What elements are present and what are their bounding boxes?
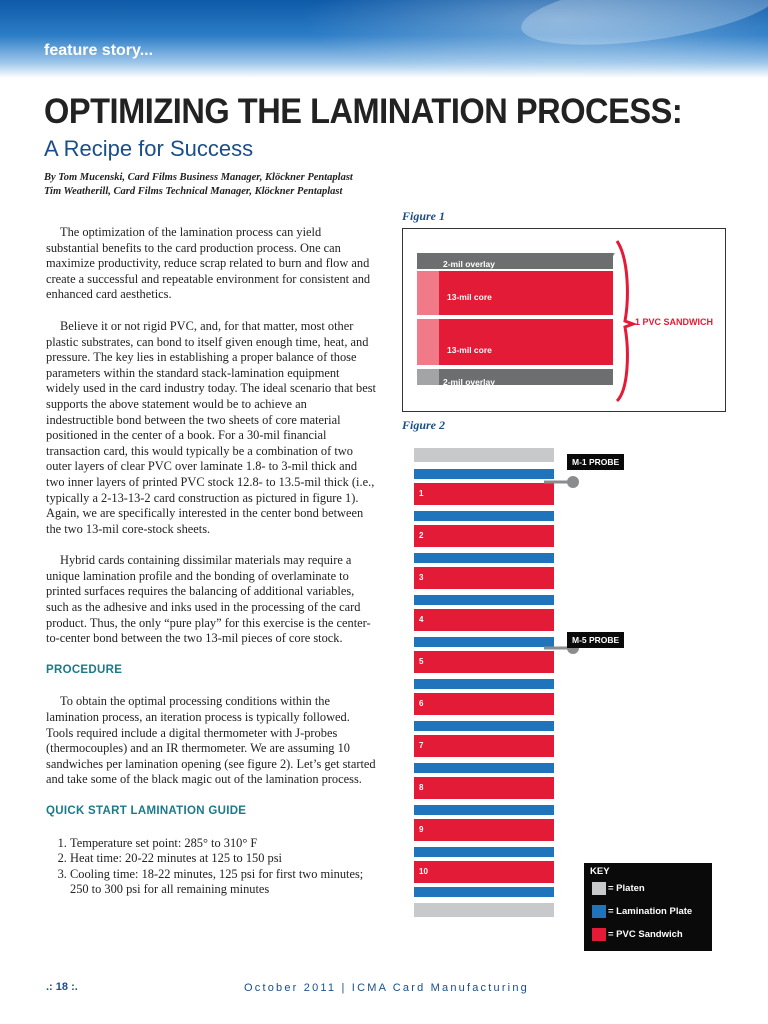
sandwich-number: 7 — [419, 741, 424, 750]
key-title: KEY — [590, 866, 610, 877]
sandwich-label: 1 PVC SANDWICH — [635, 317, 714, 327]
pvc-sandwich — [414, 735, 554, 757]
platen-top — [414, 448, 554, 462]
guide-step: 1. Temperature set point: 285° to 310° F — [70, 836, 376, 852]
sandwich-number: 9 — [419, 825, 424, 834]
core-layer-lower — [417, 319, 613, 365]
procedure-heading: PROCEDURE — [46, 663, 123, 676]
lamination-plate — [414, 469, 554, 479]
lamination-plate — [414, 637, 554, 647]
pvc-sandwich — [414, 525, 554, 547]
figure-1-label: Figure 1 — [402, 209, 446, 223]
lamination-plate — [414, 553, 554, 563]
layer-label: 2-mil overlay — [443, 377, 495, 387]
lamination-plate — [414, 847, 554, 857]
sandwich-number: 8 — [419, 783, 424, 792]
pvc-sandwich — [414, 483, 554, 505]
lamination-plate — [414, 763, 554, 773]
layer-label: 2-mil overlay — [443, 259, 495, 269]
byline-author-1: By Tom Mucenski, Card Films Business Manager, Klöckner Pentaplast — [44, 172, 353, 183]
guide-steps — [46, 836, 376, 898]
guide-heading: QUICK START LAMINATION GUIDE — [46, 805, 247, 817]
pvc-sandwich — [414, 651, 554, 673]
guide-step: 3. Cooling time: 18-22 minutes, 125 psi for first two minutes; 250 to 300 psi for all remaining minutes — [70, 867, 376, 898]
layer-label: 13-mil core — [447, 345, 492, 355]
core-layer-lower-side — [417, 319, 439, 365]
page-number: .: 18 :. — [46, 981, 78, 993]
figure-1 — [402, 228, 726, 412]
article-subtitle: A Recipe for Success — [44, 136, 254, 161]
pvc-sandwich — [414, 609, 554, 631]
footer-publication: October 2011 | ICMA Card Manufacturing — [244, 982, 529, 994]
article-title: OPTIMIZING THE LAMINATION PROCESS: — [44, 92, 683, 131]
lamination-plate — [414, 887, 554, 897]
body-paragraph: Hybrid cards containing dissimilar materials may require a unique lamination profile and the bonding of overlaminate to printed surfaces requires the balancing of additional variables, such as the adhesive and inks used in the processing of the card product. Thus, the only “pure play” for this exercise is the center-to-center bond between the two 13-mil pieces of core stock. — [46, 553, 371, 646]
pvc-sandwich — [414, 861, 554, 883]
key-item: = Lamination Plate — [608, 906, 693, 917]
figure-2 — [402, 439, 724, 957]
pvc-sandwich — [414, 777, 554, 799]
byline-author-2: Tim Weatherill, Card Films Technical Manager, Klöckner Pentaplast — [44, 186, 343, 197]
figure-2-label: Figure 2 — [402, 418, 446, 432]
sandwich-number: 4 — [419, 615, 424, 624]
sandwich-number: 1 — [419, 489, 424, 498]
byline — [44, 171, 353, 199]
header-banner — [0, 0, 768, 78]
pvc-sandwich — [414, 693, 554, 715]
probe-label-m1: M-1 PROBE — [567, 454, 624, 470]
body-paragraph: The optimization of the lamination process can yield substantial benefits to the card production process. One can maximize productivity, reduce scrap related to burn and flow and create a successful and repeatable environment for consistent and enhanced card aesthetics. — [46, 225, 371, 302]
sandwich-number: 5 — [419, 657, 424, 666]
section-label: feature story... — [44, 42, 154, 59]
overlay-layer-bottom-side — [417, 369, 439, 385]
platen-bottom — [414, 903, 554, 917]
procedure-paragraph: To obtain the optimal processing conditions within the lamination process, an iteration process is typically followed. Tools required include a digital thermometer with J-probes (thermocouples) and an IR thermometer. We are assuming 10 sandwiches per lamination opening (see figure 2). Let’s get started and take some of the black magic out of the lamination process. — [46, 694, 376, 787]
lamination-plate — [414, 721, 554, 731]
key-swatch-sandwich — [592, 928, 606, 941]
key-swatch-plate — [592, 905, 606, 918]
sandwich-number: 6 — [419, 699, 424, 708]
guide-step: 2. Heat time: 20-22 minutes at 125 to 150 psi — [70, 851, 376, 867]
lamination-plate — [414, 511, 554, 521]
figure-2-key — [584, 863, 712, 951]
key-item: = Platen — [608, 883, 645, 894]
lamination-plate — [414, 595, 554, 605]
pvc-sandwich — [414, 567, 554, 589]
probe-label-m5: M-5 PROBE — [567, 632, 624, 648]
body-paragraph: Believe it or not rigid PVC, and, for that matter, most other plastic substrates, can bond to itself given enough time, heat, and pressure. The key lies in establishing a proper balance of those parameters within the standard stack-lamination equipment widely used in the card industry today. The ideal scenario that best supports the above statement would be to achieve an indestructible bond between the two sheets of core material positioned in the center of a book. For a 30-mil financial transaction card, this would typically be a combination of two outer layers of clear PVC over laminate 1.8- to 3-mil thick and two inner layers of printed PVC stock 12.8- to 13.5-mil thick (i.e., typically a 2-13-13-2 card construction as pictured in figure 1). Again, we are specifically interested in the center bond between the two 13-mil core-stock sheets. — [46, 318, 376, 536]
pvc-sandwich — [414, 819, 554, 841]
layer-label: 13-mil core — [447, 292, 492, 302]
key-swatch-platen — [592, 882, 606, 895]
article-body — [46, 225, 376, 898]
core-layer-upper-side — [417, 271, 439, 315]
sandwich-number: 10 — [419, 867, 428, 876]
sandwich-number: 3 — [419, 573, 424, 582]
lamination-plate — [414, 679, 554, 689]
lamination-plate — [414, 805, 554, 815]
key-item: = PVC Sandwich — [608, 929, 683, 940]
sandwich-number: 2 — [419, 531, 424, 540]
probe-m1-tip — [567, 476, 579, 488]
sandwich-bracket — [617, 241, 633, 401]
